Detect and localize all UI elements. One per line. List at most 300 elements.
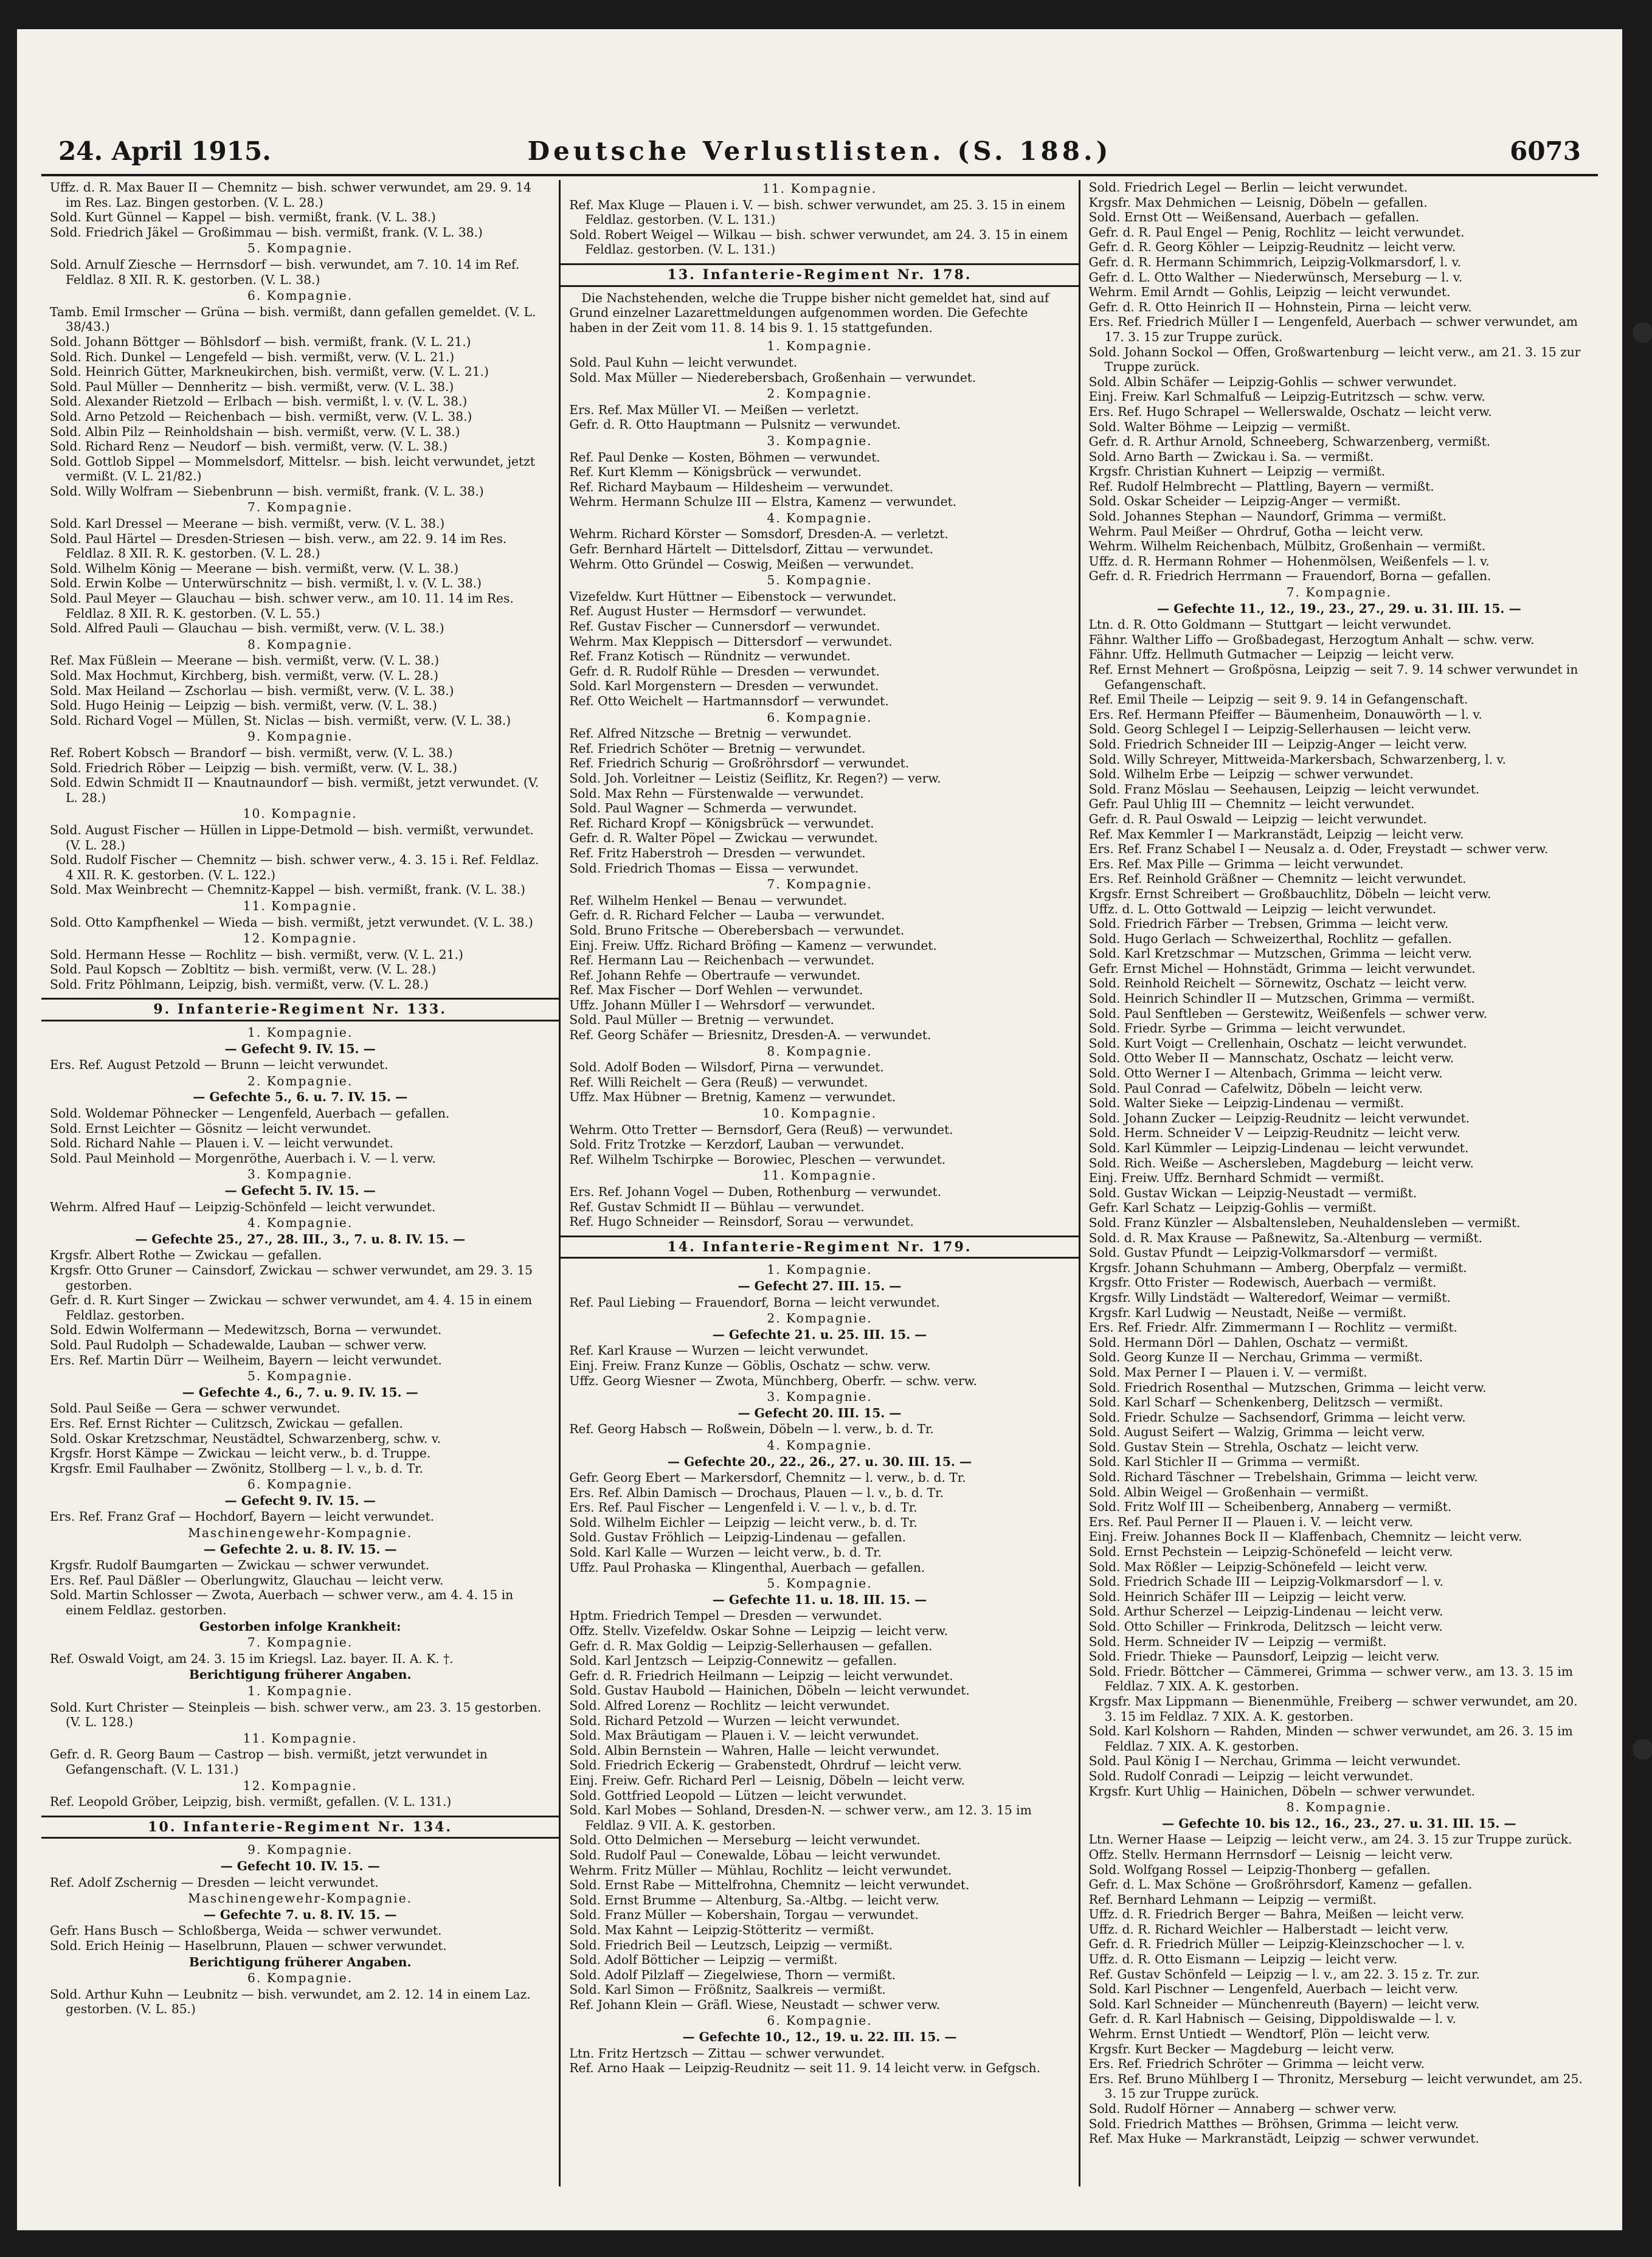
- casualty-entry: Sold. Hugo Heinig — Leipzig — bish. vermißt, verw. (V. L. 38.): [50, 698, 437, 713]
- casualty-entry: Sold. Albin Bernstein — Wahren, Halle — leicht verwundet.: [569, 1743, 940, 1758]
- casualty-entry: Einj. Freiw. Uffz. Richard Bröfing — Kamenz — verwundet.: [569, 938, 937, 953]
- company-heading: Maschinengewehr-Kompagnie.: [188, 1526, 413, 1541]
- casualty-entry: Sold. Paul Müller — Bretnig — verwundet.: [569, 1012, 834, 1028]
- casualty-entry: Sold. Karl Dressel — Meerane — bish. vermißt, verw. (V. L. 38.): [50, 516, 445, 531]
- casualty-entry: Ers. Ref. Hugo Schrapel — Wellerswalde, Oschatz — leicht verw.: [1088, 404, 1492, 419]
- casualty-entry: Sold. Oskar Scheider — Leipzig-Anger — vermißt.: [1088, 494, 1401, 509]
- company-heading: 2. Kompagnie.: [247, 1073, 353, 1088]
- casualty-entry: Sold. Kurt Voigt — Crellenhain, Oschatz — leicht verwundet.: [1088, 1035, 1467, 1051]
- casualty-entry: Sold. Max Hochmut, Kirchberg, bish. vermißt, verw. (V. L. 28.): [50, 668, 438, 683]
- battle-line: — Gefechte 21. u. 25. III. 15. —: [712, 1327, 927, 1342]
- casualty-entry: Sold. Ernst Brumme — Altenburg, Sa.-Altbg. — leicht verw.: [569, 1892, 939, 1907]
- casualty-entry: Sold. Max Perner I — Plauen i. V. — vermißt.: [1088, 1364, 1367, 1380]
- casualty-entry: Einj. Freiw. Gefr. Richard Perl — Leisnig, Döbeln — leicht verw.: [569, 1772, 966, 1788]
- casualty-entry: Sold. Wilhelm Erbe — Leipzig — schwer verwundet.: [1088, 767, 1414, 782]
- header-title: Deutsche Verlustlisten. (S. 188.): [527, 136, 1112, 166]
- casualty-entry: Ref. Kurt Klemm — Königsbrück — verwundet.: [569, 465, 862, 480]
- casualty-entry: Ref. Paul Liebing — Frauendorf, Borna — leicht verwundet.: [569, 1294, 940, 1310]
- casualty-entry: Sold. Karl Morgenstern — Dresden — verwundet.: [569, 679, 879, 694]
- casualty-entry: Sold. Friedrich Rosenthal — Mutzschen, Grimma — leicht verw.: [1088, 1380, 1487, 1395]
- regiment-heading: 10. Infanterie-Regiment Nr. 134.: [41, 1816, 559, 1839]
- casualty-entry: Wehrm. Emil Arndt — Gohlis, Leipzig — leicht verwundet.: [1088, 285, 1451, 300]
- binding-hole: [1633, 322, 1652, 343]
- casualty-entry: Sold. Karl Kolshorn — Rahden, Minden — schwer verwundet, am 26. 3. 15 im Feldlaz. 7 XIX. A. K. gestorben.: [1088, 1724, 1573, 1754]
- casualty-entry: Sold. Arthur Scherzel — Leipzig-Lindenau — leicht verw.: [1088, 1604, 1443, 1619]
- casualty-entry: Ers. Ref. August Petzold — Brunn — leicht verwundet.: [50, 1057, 389, 1073]
- company-heading: 4. Kompagnie.: [247, 1215, 353, 1231]
- casualty-entry: Sold. Oskar Kretzschmar, Neustädtel, Schwarzenberg, schw. v.: [50, 1431, 441, 1446]
- column-right: [1079, 180, 1598, 2186]
- casualty-entry: Sold. Otto Schiller — Frinkroda, Delitzsch — leicht verw.: [1088, 1619, 1443, 1634]
- casualty-entry: Uffz. Paul Prohaska — Klingenthal, Auerbach — gefallen.: [569, 1560, 925, 1575]
- company-heading: 7. Kompagnie.: [247, 500, 353, 515]
- casualty-entry: Ers. Ref. Ernst Richter — Culitzsch, Zwickau — gefallen.: [50, 1415, 403, 1431]
- casualty-entry: Sold. Paul Meinhold — Morgenröthe, Auerbach i. V. — l. verw.: [50, 1150, 436, 1166]
- company-heading: 11. Kompagnie.: [762, 181, 877, 196]
- casualty-entry: Sold. Gottlob Sippel — Mommelsdorf, Mittelsr. — bish. leicht verwundet, jetzt vermißt. (V. L. 21/82.): [50, 454, 535, 484]
- casualty-entry: Ers. Ref. Martin Dürr — Weilheim, Bayern — leicht verwundet.: [50, 1352, 442, 1367]
- casualty-entry: Sold. Erich Heinig — Haselbrunn, Plauen — schwer verwundet.: [50, 1938, 447, 1953]
- casualty-entry: Ers. Ref. Bruno Mühlberg I — Thronitz, Merseburg — leicht verwundet, am 25. 3. 15 zur Truppe zurück.: [1088, 2071, 1583, 2101]
- casualty-entry: Sold. Paul König I — Nerchau, Grimma — leicht verwundet.: [1088, 1754, 1461, 1769]
- company-heading: 11. Kompagnie.: [243, 1730, 358, 1746]
- casualty-entry: Ref. Oswald Voigt, am 24. 3. 15 im Kriegsl. Laz. bayer. II. A. K. †.: [50, 1651, 454, 1666]
- casualty-entry: Sold. Richard Renz — Neudorf — bish. vermißt, verw. (V. L. 38.): [50, 439, 448, 454]
- casualty-entry: Sold. Friedr. Syrbe — Grimma — leicht verwundet.: [1088, 1021, 1406, 1036]
- casualty-entry: Gefr. d. R. Kurt Singer — Zwickau — schwer verwundet, am 4. 4. 15 in einem Feldlaz. gestorben.: [50, 1293, 533, 1322]
- casualty-entry: Krgsfr. Willy Lindstädt — Walteredorf, Weimar — vermißt.: [1088, 1290, 1451, 1305]
- casualty-entry: Sold. Alexander Rietzold — Erlbach — bish. vermißt, l. v. (V. L. 38.): [50, 394, 468, 409]
- casualty-entry: Sold. Ernst Rabe — Mittelfrohna, Chemnitz — leicht verwundet.: [569, 1878, 970, 1893]
- casualty-entry: Uffz. d. R. Richard Weichler — Halberstadt — leicht verw.: [1088, 1921, 1449, 1937]
- casualty-entry: Wehrm. Otto Tretter — Bernsdorf, Gera (Reuß) — verwundet.: [569, 1122, 953, 1137]
- company-heading: 3. Kompagnie.: [767, 433, 873, 448]
- casualty-entry: Sold. Ernst Pechstein — Leipzig-Schönefeld — leicht verw.: [1088, 1544, 1453, 1560]
- casualty-entry: Krgsfr. Otto Frister — Rodewisch, Auerbach — vermißt.: [1088, 1275, 1437, 1290]
- casualty-entry: Sold. Herm. Schneider IV — Leipzig — vermißt.: [1088, 1634, 1387, 1649]
- casualty-entry: Wehrm. Paul Meißer — Ohrdruf, Gotha — leicht verw.: [1088, 524, 1423, 539]
- casualty-entry: Ref. Adolf Zschernig — Dresden — leicht verwundet.: [50, 1875, 379, 1890]
- company-heading: 10. Kompagnie.: [762, 1106, 877, 1121]
- casualty-entry: Sold. Albin Schäfer — Leipzig-Gohlis — schwer verwundet.: [1088, 374, 1457, 389]
- casualty-entry: Ers. Ref. Paul Perner II — Plauen i. V. — leicht verw.: [1088, 1514, 1414, 1529]
- casualty-entry: Gefr. Bernhard Härtelt — Dittelsdorf, Zittau — verwundet.: [569, 542, 933, 557]
- casualty-entry: Ref. Max Fischer — Dorf Wehlen — verwundet.: [569, 983, 863, 998]
- casualty-entry: Sold. Richard Vogel — Müllen, St. Niclas — bish. vermißt, verw. (V. L. 38.): [50, 713, 511, 728]
- casualty-entry: Gefr. d. R. Walter Pöpel — Zwickau — verwundet.: [569, 831, 878, 846]
- casualty-entry: Ref. Max Kemmler I — Markranstädt, Leipzig — leicht verw.: [1088, 826, 1464, 842]
- company-heading: 9. Kompagnie.: [247, 729, 353, 744]
- battle-line: — Gefecht 27. III. 15. —: [738, 1278, 902, 1293]
- casualty-entry: Sold. Alfred Pauli — Glauchau — bish. vermißt, verw. (V. L. 38.): [50, 621, 444, 636]
- casualty-entry: Sold. Friedrich Beil — Leutzsch, Leipzig — vermißt.: [569, 1937, 893, 1952]
- casualty-entry: Sold. Rudolf Paul — Conewalde, Löbau — leicht verwundet.: [569, 1847, 941, 1862]
- regiment-heading: 13. Infanterie-Regiment Nr. 178.: [561, 263, 1078, 287]
- casualty-entry: Sold. Friedrich Schade III — Leipzig-Volkmarsdorf — l. v.: [1088, 1574, 1443, 1589]
- casualty-entry: Ref. Richard Maybaum — Hildesheim — verwundet.: [569, 479, 894, 494]
- casualty-entry: Gefr. d. L. Max Schöne — Großröhrsdorf, Kamenz — gefallen.: [1088, 1877, 1473, 1892]
- casualty-entry: Ref. Richard Kropf — Königsbrück — verwundet.: [569, 815, 874, 831]
- casualty-entry: Sold. Wilhelm König — Meerane — bish. vermißt, verw. (V. L. 38.): [50, 561, 459, 576]
- casualty-entry: Sold. Martin Schlosser — Zwota, Auerbach — schwer verw., am 4. 4. 15 in einem Feldlaz. gestorben.: [50, 1588, 514, 1618]
- casualty-entry: Sold. Friedrich Legel — Berlin — leicht verwundet.: [1088, 180, 1408, 195]
- casualty-entry: Einj. Freiw. Johannes Bock II — Klaffenbach, Chemnitz — leicht verw.: [1088, 1529, 1522, 1544]
- casualty-entry: Ref. Friedrich Schurig — Großröhrsdorf — verwundet.: [569, 756, 910, 771]
- casualty-entry: Ref. Ernst Mehnert — Großpösna, Leipzig — seit 7. 9. 14 schwer verwundet in Gefangenschaft.: [1088, 662, 1578, 692]
- casualty-entry: Sold. Franz Künzler — Alsbaltensleben, Neuhaldensleben — vermißt.: [1088, 1215, 1521, 1230]
- casualty-entry: Sold. Gustav Pfundt — Leipzig-Volkmarsdorf — vermißt.: [1088, 1245, 1438, 1260]
- casualty-entry: Krgsfr. Max Lippmann — Bienenmühle, Freiberg — schwer verwundet, am 20. 3. 15 im Feldlaz. 7 XIX. A. K. gestorben.: [1088, 1693, 1578, 1724]
- casualty-entry: Ers. Ref. Max Müller VI. — Meißen — verletzt.: [569, 402, 859, 417]
- casualty-entry: Ref. Robert Kobsch — Brandorf — bish. vermißt, verw. (V. L. 38.): [50, 745, 453, 760]
- casualty-entry: Sold. Max Rößler — Leipzig-Schönefeld — leicht verw.: [1088, 1559, 1428, 1574]
- casualty-entry: Sold. Richard Petzold — Wurzen — leicht verwundet.: [569, 1713, 900, 1728]
- casualty-entry: Sold. Kurt Günnel — Kappel — bish. vermißt, frank. (V. L. 38.): [50, 210, 436, 225]
- battle-line: — Gefecht 9. IV. 15. —: [224, 1493, 376, 1508]
- casualty-entry: Uffz. Johann Müller I — Wehrsdorf — verwundet.: [569, 997, 876, 1012]
- battle-line: — Gefechte 2. u. 8. IV. 15. —: [203, 1541, 397, 1557]
- casualty-entry: Sold. Willy Schreyer, Mittweida-Markersbach, Schwarzenberg, l. v.: [1088, 752, 1506, 767]
- page-header: [41, 131, 1598, 176]
- casualty-entry: Tamb. Emil Irmscher — Grüna — bish. vermißt, dann gefallen gemeldet. (V. L. 38/43.): [50, 304, 536, 334]
- casualty-entry: Sold. d. R. Max Krause — Paßnewitz, Sa.-Altenburg — vermißt.: [1088, 1230, 1483, 1245]
- casualty-entry: Sold. Paul Kuhn — leicht verwundet.: [569, 354, 798, 370]
- casualty-entry: Sold. Friedrich Jäkel — Großimmau — bish. vermißt, frank. (V. L. 38.): [50, 224, 483, 240]
- casualty-entry: Sold. Arno Barth — Zwickau i. Sa. — vermißt.: [1088, 449, 1374, 464]
- casualty-entry: Fähnr. Walther Liffo — Großbadegast, Herzogtum Anhalt — schw. verw.: [1088, 632, 1535, 647]
- casualty-entry: Gefr. d. R. Arthur Arnold, Schneeberg, Schwarzenberg, vermißt.: [1088, 434, 1491, 449]
- casualty-entry: Sold. Gustav Wickan — Leipzig-Neustadt — vermißt.: [1088, 1185, 1417, 1200]
- battle-line: Berichtigung früherer Angaben.: [188, 1667, 412, 1682]
- binding-hole: [1633, 1739, 1652, 1760]
- casualty-entry: Sold. Paul Wagner — Schmerda — verwundet.: [569, 801, 857, 816]
- casualty-entry: Ers. Ref. Franz Schabel I — Neusalz a. d. Oder, Freystadt — schwer verw.: [1088, 842, 1549, 857]
- casualty-entry: Sold. Walter Böhme — Leipzig — vermißt.: [1088, 419, 1350, 434]
- casualty-entry: Sold. Gustav Fröhlich — Leipzig-Lindenau — gefallen.: [569, 1530, 907, 1545]
- casualty-entry: Gefr. Paul Uhlig III — Chemnitz — leicht verwundet.: [1088, 797, 1415, 812]
- casualty-entry: Wehrm. Max Kleppisch — Dittersdorf — verwundet.: [569, 634, 893, 649]
- casualty-entry: Ers. Ref. Friedr. Alfr. Zimmermann I — Rochlitz — vermißt.: [1088, 1320, 1457, 1335]
- casualty-entry: Sold. Friedrich Matthes — Bröhsen, Grimma — leicht verw.: [1088, 2116, 1459, 2131]
- casualty-entry: Sold. Hermann Hesse — Rochlitz — bish. vermißt, verw. (V. L. 21.): [50, 947, 463, 962]
- casualty-entry: Ref. Hugo Schneider — Reinsdorf, Sorau — verwundet.: [569, 1214, 914, 1229]
- casualty-entry: Krgsfr. Christian Kuhnert — Leipzig — vermißt.: [1088, 464, 1386, 479]
- casualty-entry: Sold. Willy Wolfram — Siebenbrunn — bish. vermißt, frank. (V. L. 38.): [50, 483, 484, 499]
- company-heading: 1. Kompagnie.: [767, 1262, 873, 1277]
- company-heading: Maschinengewehr-Kompagnie.: [188, 1891, 413, 1906]
- casualty-entry: Gefr. d. R. Georg Baum — Castrop — bish. vermißt, jetzt verwundet in Gefangenschaft. (V. L. 131.): [50, 1747, 488, 1777]
- column-left: [41, 180, 559, 2186]
- casualty-entry: Sold. Woldemar Pöhnecker — Lengenfeld, Auerbach — gefallen.: [50, 1106, 450, 1121]
- battle-line: — Gefecht 10. IV. 15. —: [220, 1858, 380, 1873]
- company-heading: 5. Kompagnie.: [767, 1576, 873, 1591]
- casualty-entry: Ltn. d. R. Otto Goldmann — Stuttgart — leicht verwundet.: [1088, 617, 1452, 632]
- casualty-entry: Ltn. Fritz Hertzsch — Zittau — schwer verwundet.: [569, 2045, 885, 2061]
- company-heading: 5. Kompagnie.: [767, 573, 873, 588]
- casualty-entry: Fähnr. Uffz. Hellmuth Gutmacher — Leipzig — leicht verw.: [1088, 647, 1454, 662]
- casualty-entry: Sold. Edwin Schmidt II — Knautnaundorf — bish. vermißt, jetzt verwundet. (V. L. 28.): [50, 775, 539, 805]
- casualty-entry: Ltn. Werner Haase — Leipzig — leicht verw., am 24. 3. 15 zur Truppe zurück.: [1088, 1832, 1572, 1847]
- casualty-entry: Sold. Ernst Ott — Weißensand, Auerbach — gefallen.: [1088, 210, 1420, 225]
- casualty-entry: Sold. Walter Sieke — Leipzig-Lindenau — vermißt.: [1088, 1096, 1404, 1111]
- casualty-entry: Sold. Paul Härtel — Dresden-Striesen — bish. verw., am 22. 9. 14 im Res. Feldlaz. 8 XII. R. K. gestorben. (V. L. 28.): [50, 531, 507, 561]
- casualty-entry: Ref. Otto Weichelt — Hartmannsdorf — verwundet.: [569, 694, 889, 708]
- casualty-entry: Krgsfr. Karl Ludwig — Neustadt, Neiße — vermißt.: [1088, 1305, 1407, 1320]
- battle-line: — Gefechte 7. u. 8. IV. 15. —: [203, 1907, 397, 1922]
- casualty-entry: Sold. Rudolf Fischer — Chemnitz — bish. schwer verw., 4. 3. 15 i. Ref. Feldlaz. 4 XII. R. K. gestorben. (V. L. 122.): [50, 852, 539, 882]
- battle-line: — Gefechte 4., 6., 7. u. 9. IV. 15. —: [182, 1384, 418, 1400]
- company-heading: 7. Kompagnie.: [767, 877, 873, 892]
- casualty-entry: Ers. Ref. Albin Damisch — Drochaus, Plauen — l. v., b. d. Tr.: [569, 1485, 944, 1500]
- casualty-entry: Uffz. d. R. Hermann Rohmer — Hohenmölsen, Weißenfels — l. v.: [1088, 553, 1490, 569]
- casualty-entry: Sold. Friedrich Eckerig — Grabenstedt, Ohrdruf — leicht verw.: [569, 1758, 962, 1773]
- company-heading: 8. Kompagnie.: [767, 1043, 873, 1059]
- battle-line: — Gefecht 9. IV. 15. —: [224, 1041, 376, 1056]
- casualty-entry: Ers. Ref. Reinhold Gräßner — Chemnitz — leicht verwundet.: [1088, 871, 1467, 887]
- casualty-entry: Sold. Paul Senftleben — Gerstewitz, Weißenfels — schwer verw.: [1088, 1006, 1488, 1021]
- company-heading: 6. Kompagnie.: [247, 1477, 353, 1492]
- casualty-entry: Gefr. Ernst Michel — Hohnstädt, Grimma — leicht verwundet.: [1088, 961, 1476, 976]
- casualty-entry: Sold. Otto Weber II — Mannschatz, Oschatz — leicht verw.: [1088, 1051, 1454, 1066]
- casualty-entry: Ref. Johann Klein — Gräfl. Wiese, Neustadt — schwer verw.: [569, 1997, 941, 2012]
- casualty-entry: Sold. Max Weinbrecht — Chemnitz-Kappel — bish. vermißt, frank. (V. L. 38.): [50, 882, 525, 897]
- casualty-entry: Ref. Friedrich Schöter — Bretnig — verwundet.: [569, 741, 866, 756]
- company-heading: 12. Kompagnie.: [243, 931, 358, 946]
- battle-line: — Gefechte 11., 12., 19., 23., 27., 29. u. 31. III. 15. —: [1157, 601, 1521, 616]
- casualty-entry: Sold. Friedrich Thomas — Eissa — verwundet.: [569, 860, 859, 876]
- casualty-entry: Ref. Georg Schäfer — Briesnitz, Dresden-A. — verwundet.: [569, 1028, 931, 1043]
- casualty-entry: Sold. Arthur Kuhn — Leubnitz — bish. verwundet, am 2. 12. 14 in einem Laz. gestorben. (V. L. 85.): [50, 1986, 531, 2017]
- casualty-entry: Wehrm. Fritz Müller — Mühlau, Rochlitz — leicht verwundet.: [569, 1862, 952, 1878]
- casualty-entry: Sold. Max Müller — Niederebersbach, Großenhain — verwundet.: [569, 370, 976, 385]
- company-heading: 11. Kompagnie.: [762, 1168, 877, 1183]
- casualty-entry: Sold. Gustav Haubold — Hainichen, Döbeln — leicht verwundet.: [569, 1683, 970, 1698]
- casualty-entry: Sold. Heinrich Schäfer III — Leipzig — leicht verw.: [1088, 1589, 1407, 1604]
- casualty-entry: Sold. Georg Kunze II — Nerchau, Grimma — vermißt.: [1088, 1350, 1423, 1365]
- casualty-entry: Wehrm. Hermann Schulze III — Elstra, Kamenz — verwundet.: [569, 494, 957, 510]
- casualty-entry: Sold. Friedr. Böttcher — Cämmerei, Grimma — schwer verw., am 13. 3. 15 im Feldlaz. 7 XIX. A. K. gestorben.: [1088, 1664, 1574, 1694]
- company-heading: 5. Kompagnie.: [247, 241, 353, 256]
- casualty-entry: Sold. Johann Zucker — Leipzig-Reudnitz — leicht verwundet.: [1088, 1110, 1470, 1125]
- company-heading: 6. Kompagnie.: [247, 288, 353, 303]
- casualty-entry: Ers. Ref. Johann Vogel — Duben, Rothenburg — verwundet.: [569, 1184, 942, 1199]
- company-heading: 6. Kompagnie.: [767, 710, 873, 725]
- casualty-entry: Ref. August Huster — Hermsdorf — verwundet.: [569, 604, 866, 619]
- casualty-entry: Ref. Leopold Gröber, Leipzig, bish. vermißt, gefallen. (V. L. 131.): [50, 1794, 452, 1809]
- casualty-entry: Ref. Max Huke — Markranstädt, Leipzig — schwer verwundet.: [1088, 2131, 1479, 2146]
- casualty-entry: Krgsfr. Albert Rothe — Zwickau — gefallen.: [50, 1248, 322, 1263]
- casualty-entry: Sold. Franz Möslau — Seehausen, Leipzig — leicht verwundet.: [1088, 781, 1480, 797]
- company-heading: 4. Kompagnie.: [767, 1437, 873, 1453]
- newspaper-page: [17, 29, 1622, 2230]
- casualty-entry: Ref. Gustav Schönfeld — Leipzig — l. v., am 22. 3. 15 z. Tr. zur.: [1088, 1966, 1480, 1982]
- casualty-entry: Ref. Gustav Schmidt II — Bühlau — verwundet.: [569, 1199, 865, 1214]
- casualty-entry: Wehrm. Otto Gründel — Coswig, Meißen — verwundet.: [569, 556, 914, 572]
- casualty-entry: Ref. Arno Haak — Leipzig-Reudnitz — seit 11. 9. 14 leicht verw. in Gefgsch.: [569, 2061, 1041, 2076]
- casualty-entry: Ers. Ref. Friedrich Müller I — Lengenfeld, Auerbach — schwer verwundet, am 17. 3. 15 zur Truppe zurück.: [1088, 314, 1578, 344]
- casualty-entry: Sold. Richard Täschner — Trebelshain, Grimma — leicht verw.: [1088, 1470, 1478, 1485]
- casualty-entry: Gefr. Georg Ebert — Markersdorf, Chemnitz — l. verw., b. d. Tr.: [569, 1470, 966, 1485]
- casualty-entry: Sold. Karl Pischner — Lengenfeld, Auerbach — leicht verw.: [1088, 1982, 1459, 1997]
- casualty-entry: Sold. Karl Schneider — Münchenreuth (Bayern) — leicht verw.: [1088, 1996, 1480, 2011]
- casualty-entry: Ref. Bernhard Lehmann — Leipzig — vermißt.: [1088, 1892, 1377, 1907]
- casualty-entry: Krgsfr. Kurt Uhlig — Hainichen, Döbeln — schwer verwundet.: [1088, 1783, 1476, 1799]
- company-heading: 6. Kompagnie.: [767, 2013, 873, 2028]
- casualty-entry: Sold. Gottfried Leopold — Lützen — leicht verwundet.: [569, 1788, 907, 1803]
- casualty-entry: Gefr. d. R. Paul Engel — Penig, Rochlitz — leicht verwundet.: [1088, 224, 1465, 240]
- company-heading: 5. Kompagnie.: [247, 1369, 353, 1384]
- casualty-entry: Gefr. d. R. Georg Köhler — Leipzig-Reudnitz — leicht verw.: [1088, 240, 1456, 255]
- casualty-entry: Ref. Gustav Fischer — Cunnersdorf — verwundet.: [569, 619, 880, 634]
- casualty-entry: Gefr. d. L. Otto Walther — Niederwünsch, Merseburg — l. v.: [1088, 269, 1463, 285]
- battle-line: — Gefechte 10. bis 12., 16., 23., 27. u. 31. III. 15. —: [1162, 1816, 1516, 1831]
- casualty-entry: Gefr. d. R. Otto Hauptmann — Pulsnitz — verwundet.: [569, 417, 901, 432]
- casualty-entry: Krgsfr. Max Dehmichen — Leisnig, Döbeln — gefallen.: [1088, 195, 1428, 210]
- casualty-entry: Ref. Emil Theile — Leipzig — seit 9. 9. 14 in Gefangenschaft.: [1088, 692, 1468, 707]
- casualty-entry: Sold. Heinrich Gütter, Markneukirchen, bish. vermißt, verw. (V. L. 21.): [50, 364, 489, 379]
- column-middle: [559, 180, 1078, 2186]
- casualty-entry: Sold. Ernst Leichter — Gösnitz — leicht verwundet.: [50, 1121, 372, 1136]
- casualty-entry: Krgsfr. Ernst Schreibert — Großbauchlitz, Döbeln — leicht verw.: [1088, 886, 1491, 901]
- casualty-entry: Offz. Stellv. Vizefeldw. Oskar Sohne — Leipzig — leicht verw.: [569, 1623, 949, 1639]
- casualty-entry: Ers. Ref. Paul Fischer — Lengenfeld i. V. — l. v., b. d. Tr.: [569, 1500, 918, 1515]
- casualty-entry: Sold. Paul Müller — Dennheritz — bish. vermißt, verw. (V. L. 38.): [50, 379, 454, 394]
- casualty-entry: Sold. Fritz Trotzke — Kerzdorf, Lauban — verwundet.: [569, 1137, 905, 1152]
- battle-line: — Gefechte 5., 6. u. 7. IV. 15. —: [193, 1090, 408, 1105]
- company-heading: 6. Kompagnie.: [247, 1971, 353, 1986]
- casualty-entry: Sold. Karl Kretzschmar — Mutzschen, Grimma — leicht verw.: [1088, 946, 1472, 961]
- casualty-entry: Sold. Kurt Christer — Steinpleis — bish. schwer verw., am 23. 3. 15 gestorben. (V. L. 128.): [50, 1699, 542, 1730]
- casualty-entry: Uffz. Georg Wiesner — Zwota, Münchberg, Oberfr. — schw. verw.: [569, 1373, 977, 1388]
- company-heading: 8. Kompagnie.: [1286, 1800, 1392, 1815]
- company-heading: 2. Kompagnie.: [767, 386, 873, 401]
- casualty-entry: Sold. Paul Meyer — Glauchau — bish. schwer verw., am 10. 11. 14 im Res. Feldlaz. 8 XII. R. K. gestorben. (V. L. 55.): [50, 591, 514, 621]
- casualty-entry: Gefr. d. R. Friedrich Herrmann — Frauendorf, Borna — gefallen.: [1088, 569, 1491, 584]
- company-heading: 2. Kompagnie.: [767, 1311, 873, 1326]
- casualty-entry: Gefr. d. R. Rudolf Rühle — Dresden — verwundet.: [569, 663, 880, 679]
- casualty-entry: Sold. August Fischer — Hüllen in Lippe-Detmold — bish. vermißt, verwundet. (V. L. 28.): [50, 822, 534, 852]
- casualty-entry: Sold. Karl Jentzsch — Leipzig-Connewitz — gefallen.: [569, 1653, 897, 1668]
- casualty-entry: Sold. Paul Conrad — Cafelwitz, Döbeln — leicht verw.: [1088, 1080, 1423, 1096]
- battle-line: — Gefecht 20. III. 15. —: [738, 1405, 902, 1420]
- casualty-entry: Ref. Paul Denke — Kosten, Böhmen — verwundet.: [569, 449, 880, 465]
- casualty-entry: Sold. Rudolf Hörner — Annaberg — schwer verw.: [1088, 2101, 1397, 2116]
- battle-line: — Gefechte 11. u. 18. III. 15. —: [712, 1592, 927, 1607]
- casualty-entry: Sold. Max Rehn — Fürstenwalde — verwundet.: [569, 786, 864, 801]
- casualty-entry: Sold. Reinhold Reichelt — Sörnewitz, Oschatz — leicht verw.: [1088, 976, 1467, 991]
- casualty-entry: Wehrm. Ernst Untiedt — Wendtorf, Plön — leicht verw.: [1088, 2027, 1430, 2042]
- casualty-entry: Sold. Friedrich Schneider III — Leipzig-Anger — leicht verw.: [1088, 736, 1467, 752]
- casualty-entry: Sold. Karl Kalle — Wurzen — leicht verw., b. d. Tr.: [569, 1545, 882, 1560]
- casualty-entry: Krgsfr. Otto Gruner — Cainsdorf, Zwickau — schwer verwundet, am 29. 3. 15 gestorben.: [50, 1262, 533, 1293]
- casualty-entry: Gefr. Hans Busch — Schloßberga, Weida — schwer verwundet.: [50, 1923, 442, 1938]
- casualty-entry: Ref. Wilhelm Henkel — Benau — verwundet.: [569, 893, 848, 908]
- casualty-entry: Krgsfr. Rudolf Baumgarten — Zwickau — schwer verwundet.: [50, 1558, 430, 1573]
- casualty-entry: Sold. Karl Mobes — Sohland, Dresden-N. — schwer verw., am 12. 3. 15 im Feldlaz. 9 VII. A. K. gestorben.: [569, 1803, 1032, 1833]
- casualty-entry: Ers. Ref. Max Pille — Grimma — leicht verwundet.: [1088, 856, 1404, 871]
- casualty-entry: Ref. Franz Kotisch — Ründnitz — verwundet.: [569, 649, 851, 664]
- company-heading: 7. Kompagnie.: [1286, 585, 1392, 600]
- casualty-entry: Ref. Hermann Lau — Reichenbach — verwundet.: [569, 953, 875, 968]
- casualty-entry: Vizefeldw. Kurt Hüttner — Eibenstock — verwundet.: [569, 589, 897, 604]
- casualty-entry: Sold. Karl Kümmler — Leipzig-Lindenau — leicht verwundet.: [1088, 1141, 1469, 1155]
- casualty-entry: Gefr. d. R. Richard Felcher — Lauba — verwundet.: [569, 908, 885, 923]
- casualty-entry: Ers. Ref. Friedrich Schröter — Grimma — leicht verw.: [1088, 2056, 1425, 2072]
- casualty-entry: Sold. Georg Schlegel I — Leipzig-Sellerhausen — leicht verw.: [1088, 722, 1471, 737]
- casualty-entry: Sold. Hermann Dörl — Dahlen, Oschatz — vermißt.: [1088, 1335, 1409, 1350]
- regiment-heading: 14. Infanterie-Regiment Nr. 179.: [561, 1236, 1078, 1259]
- casualty-entry: Sold. Wolfgang Rossel — Leipzig-Thonberg — gefallen.: [1088, 1862, 1431, 1877]
- casualty-entry: Wehrm. Wilhelm Reichenbach, Mülbitz, Großenhain — vermißt.: [1088, 539, 1486, 554]
- company-heading: 11. Kompagnie.: [243, 898, 358, 913]
- casualty-entry: Sold. Friedrich Röber — Leipzig — bish. vermißt, verw. (V. L. 38.): [50, 760, 457, 775]
- casualty-entry: Ref. Willi Reichelt — Gera (Reuß) — verwundet.: [569, 1074, 868, 1090]
- company-heading: 3. Kompagnie.: [247, 1167, 353, 1182]
- casualty-entry: Ref. Max Kluge — Plauen i. V. — bish. schwer verwundet, am 25. 3. 15 in einem Feldlaz. gestorben. (V. L. 131.): [569, 197, 1066, 227]
- casualty-entry: Sold. August Seifert — Walzig, Grimma — leicht verw.: [1088, 1425, 1425, 1440]
- casualty-entry: Ref. Georg Habsch — Roßwein, Döbeln — l. verw., b. d. Tr.: [569, 1422, 934, 1437]
- casualty-entry: Sold. Adolf Pilzlaff — Ziegelwiese, Thorn — vermißt.: [569, 1967, 896, 1982]
- casualty-entry: Krgsfr. Horst Kämpe — Zwickau — leicht verw., b. d. Truppe.: [50, 1446, 431, 1461]
- casualty-entry: Uffz. d. R. Friedrich Berger — Bahra, Meißen — leicht verw.: [1088, 1907, 1464, 1922]
- casualty-entry: Gefr. Karl Schatz — Leipzig-Gohlis — vermißt.: [1088, 1200, 1377, 1215]
- casualty-entry: Sold. Richard Nahle — Plauen i. V. — leicht verwundet.: [50, 1136, 393, 1151]
- casualty-entry: Sold. Otto Kampfhenkel — Wieda — bish. vermißt, jetzt verwundet. (V. L. 38.): [50, 914, 533, 930]
- casualty-entry: Einj. Freiw. Uffz. Bernhard Schmidt — vermißt.: [1088, 1170, 1384, 1186]
- battle-line: — Gefecht 5. IV. 15. —: [224, 1183, 376, 1198]
- casualty-entry: Ers. Ref. Hermann Pfeiffer — Bäumenheim, Donauwörth — l. v.: [1088, 707, 1482, 722]
- casualty-entry: Sold. Otto Werner I — Altenbach, Grimma — leicht verw.: [1088, 1066, 1443, 1081]
- battle-line: — Gefechte 20., 22., 26., 27. u. 30. III. 15. —: [667, 1454, 972, 1469]
- casualty-entry: Gefr. d. R. Karl Habnisch — Geising, Dippoldiswalde — l. v.: [1088, 2011, 1456, 2027]
- casualty-entry: Hptm. Friedrich Tempel — Dresden — verwundet.: [569, 1608, 882, 1623]
- casualty-entry: Sold. Joh. Vorleitner — Leistiz (Seiflitz, Kr. Regen?) — verw.: [569, 770, 941, 786]
- company-heading: 1. Kompagnie.: [767, 339, 873, 354]
- casualty-entry: Gefr. d. R. Friedrich Heilmann — Leipzig — leicht verwundet.: [569, 1668, 953, 1683]
- casualty-entry: Ref. Johann Rehfe — Obertraufe — verwundet.: [569, 967, 861, 983]
- company-heading: 10. Kompagnie.: [243, 806, 358, 821]
- casualty-entry: Sold. Adolf Bötticher — Leipzig — vermißt.: [569, 1952, 838, 1968]
- casualty-entry: Sold. Johannes Stephan — Naundorf, Grimma — vermißt.: [1088, 509, 1446, 524]
- casualty-entry: Sold. Karl Simon — Frößnitz, Saalkreis — vermißt.: [569, 1982, 886, 1997]
- casualty-entry: Uffz. d. R. Otto Eismann — Leipzig — leicht verw.: [1088, 1952, 1398, 1967]
- casualty-entry: Sold. Otto Delmichen — Merseburg — leicht verwundet.: [569, 1833, 921, 1848]
- casualty-entry: Sold. Friedr. Thieke — Paunsdorf, Leipzig — leicht verw.: [1088, 1649, 1440, 1664]
- casualty-entry: Sold. Johann Böttger — Böhlsdorf — bish. vermißt, frank. (V. L. 21.): [50, 334, 471, 349]
- casualty-entry: Sold. Paul Seiße — Gera — schwer verwundet.: [50, 1401, 340, 1416]
- company-heading: 9. Kompagnie.: [247, 1842, 353, 1858]
- casualty-entry: Sold. Edwin Wolfermann — Medewitzsch, Borna — verwundet.: [50, 1322, 442, 1338]
- casualty-entry: Sold. Fritz Wolf III — Scheibenberg, Annaberg — vermißt.: [1088, 1499, 1452, 1515]
- casualty-entry: Ref. Karl Krause — Wurzen — leicht verwundet.: [569, 1343, 869, 1358]
- company-heading: 3. Kompagnie.: [767, 1389, 873, 1405]
- casualty-entry: Sold. Rich. Dunkel — Lengefeld — bish. vermißt, verw. (V. L. 21.): [50, 349, 455, 364]
- casualty-entry: Sold. Heinrich Schindler II — Mutzschen, Grimma — vermißt.: [1088, 991, 1475, 1006]
- casualty-entry: Sold. Erwin Kolbe — Unterwürschnitz — bish. vermißt, l. v. (V. L. 38.): [50, 576, 482, 591]
- casualty-entry: Sold. Alfred Lorenz — Rochlitz — leicht verwundet.: [569, 1698, 890, 1713]
- casualty-entry: Sold. Arnulf Ziesche — Herrnsdorf — bish. verwundet, am 7. 10. 14 im Ref. Feldlaz. 8 XII. R. K. gestorben. (V. L. 38.): [50, 257, 520, 287]
- casualty-entry: Uffz. d. L. Otto Gottwald — Leipzig — leicht verwundet.: [1088, 901, 1437, 916]
- company-heading: 1. Kompagnie.: [247, 1025, 353, 1040]
- casualty-entry: Sold. Johann Sockol — Offen, Großwartenburg — leicht verw., am 21. 3. 15 zur Truppe zurück.: [1088, 344, 1581, 375]
- casualty-entry: Sold. Rich. Weiße — Aschersleben, Magdeburg — leicht verw.: [1088, 1155, 1474, 1170]
- casualty-entry: Sold. Paul Rudolph — Schadewalde, Lauban — schwer verw.: [50, 1337, 427, 1352]
- casualty-entry: Krgsfr. Kurt Becker — Magdeburg — leicht verw.: [1088, 2041, 1395, 2056]
- casualty-entry: Sold. Max Kahnt — Leipzig-Stötteritz — vermißt.: [569, 1922, 874, 1937]
- company-heading: 12. Kompagnie.: [243, 1778, 358, 1793]
- casualty-entry: Wehrm. Alfred Hauf — Leipzig-Schönfeld — leicht verwundet.: [50, 1199, 436, 1214]
- casualty-entry: Sold. Rudolf Conradi — Leipzig — leicht verwundet.: [1088, 1768, 1414, 1783]
